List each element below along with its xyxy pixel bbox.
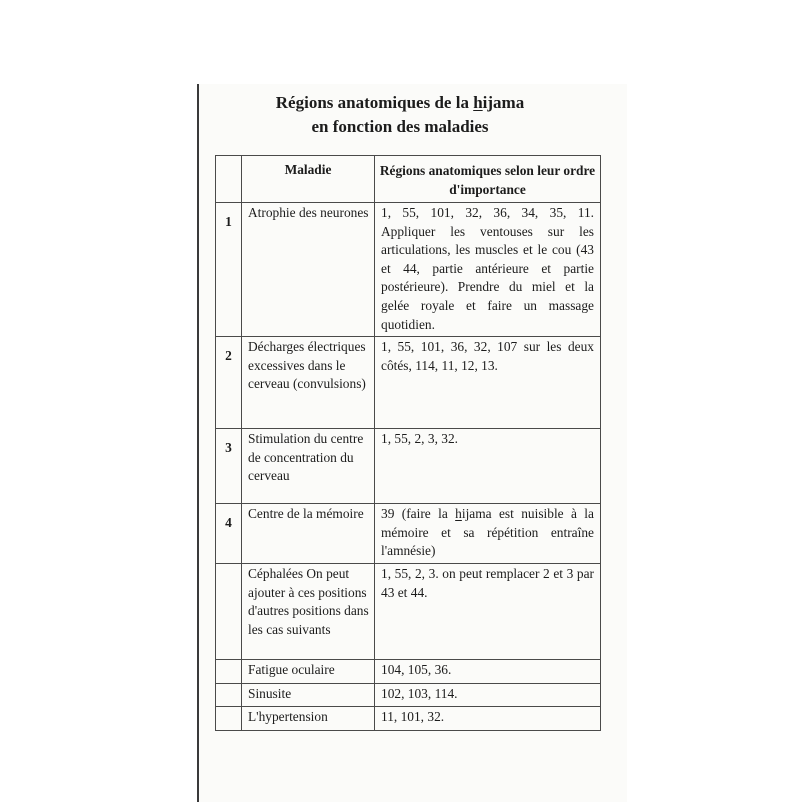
hijama-table bbox=[215, 155, 601, 731]
table-row bbox=[216, 203, 601, 337]
row-number bbox=[216, 659, 242, 683]
row-maladie: Atrophie des neurones bbox=[242, 203, 375, 337]
row-regions: 104, 105, 36. bbox=[375, 659, 601, 683]
row-number: 2 bbox=[216, 337, 242, 429]
header-regions: Régions anatomiques selon leur ordre d'importance bbox=[375, 156, 601, 203]
row-maladie: L'hypertension bbox=[242, 707, 375, 731]
table-row bbox=[216, 659, 601, 683]
title-line-2: en fonction des maladies bbox=[311, 117, 489, 136]
row-regions: 39 (faire la hijama est nuisible à la mémoire et sa répétition entraîne l'amnésie) bbox=[375, 504, 601, 564]
row-number bbox=[216, 563, 242, 659]
table-row bbox=[216, 563, 601, 659]
row-maladie: Décharges électriques excessives dans le cerveau (convulsions) bbox=[242, 337, 375, 429]
row-number: 1 bbox=[216, 203, 242, 337]
row-regions: 1, 55, 2, 3, 32. bbox=[375, 429, 601, 504]
table-header-row bbox=[216, 156, 601, 203]
row-regions: 11, 101, 32. bbox=[375, 707, 601, 731]
row-maladie: Sinusite bbox=[242, 683, 375, 707]
row-number: 3 bbox=[216, 429, 242, 504]
header-maladie: Maladie bbox=[242, 156, 375, 203]
header-number bbox=[216, 156, 242, 203]
row-regions: 1, 55, 101, 32, 36, 34, 35, 11. Appliquer les ventouses sur les articulations, les muscles et le cou (43 et 44, partie antérieure et partie postérieure). Prendre du miel et la gelée royale et faire un massage quotidien. bbox=[375, 203, 601, 337]
row-regions: 1, 55, 101, 36, 32, 107 sur les deux côtés, 114, 11, 12, 13. bbox=[375, 337, 601, 429]
title-line-1: Régions anatomiques de la hijama bbox=[275, 93, 525, 112]
table-row bbox=[216, 337, 601, 429]
row-regions: 1, 55, 2, 3. on peut remplacer 2 et 3 par 43 et 44. bbox=[375, 563, 601, 659]
row-maladie: Fatigue oculaire bbox=[242, 659, 375, 683]
table-row bbox=[216, 504, 601, 564]
row-number bbox=[216, 707, 242, 731]
row-maladie: Centre de la mémoire bbox=[242, 504, 375, 564]
row-maladie: Stimulation du centre de concentration du cerveau bbox=[242, 429, 375, 504]
table-row bbox=[216, 429, 601, 504]
row-regions: 102, 103, 114. bbox=[375, 683, 601, 707]
row-maladie: Céphalées On peut ajouter à ces positions d'autres positions dans les cas suivants bbox=[242, 563, 375, 659]
row-number bbox=[216, 683, 242, 707]
table-row bbox=[216, 683, 601, 707]
page-title bbox=[200, 91, 600, 139]
row-number: 4 bbox=[216, 504, 242, 564]
table-row bbox=[216, 707, 601, 731]
